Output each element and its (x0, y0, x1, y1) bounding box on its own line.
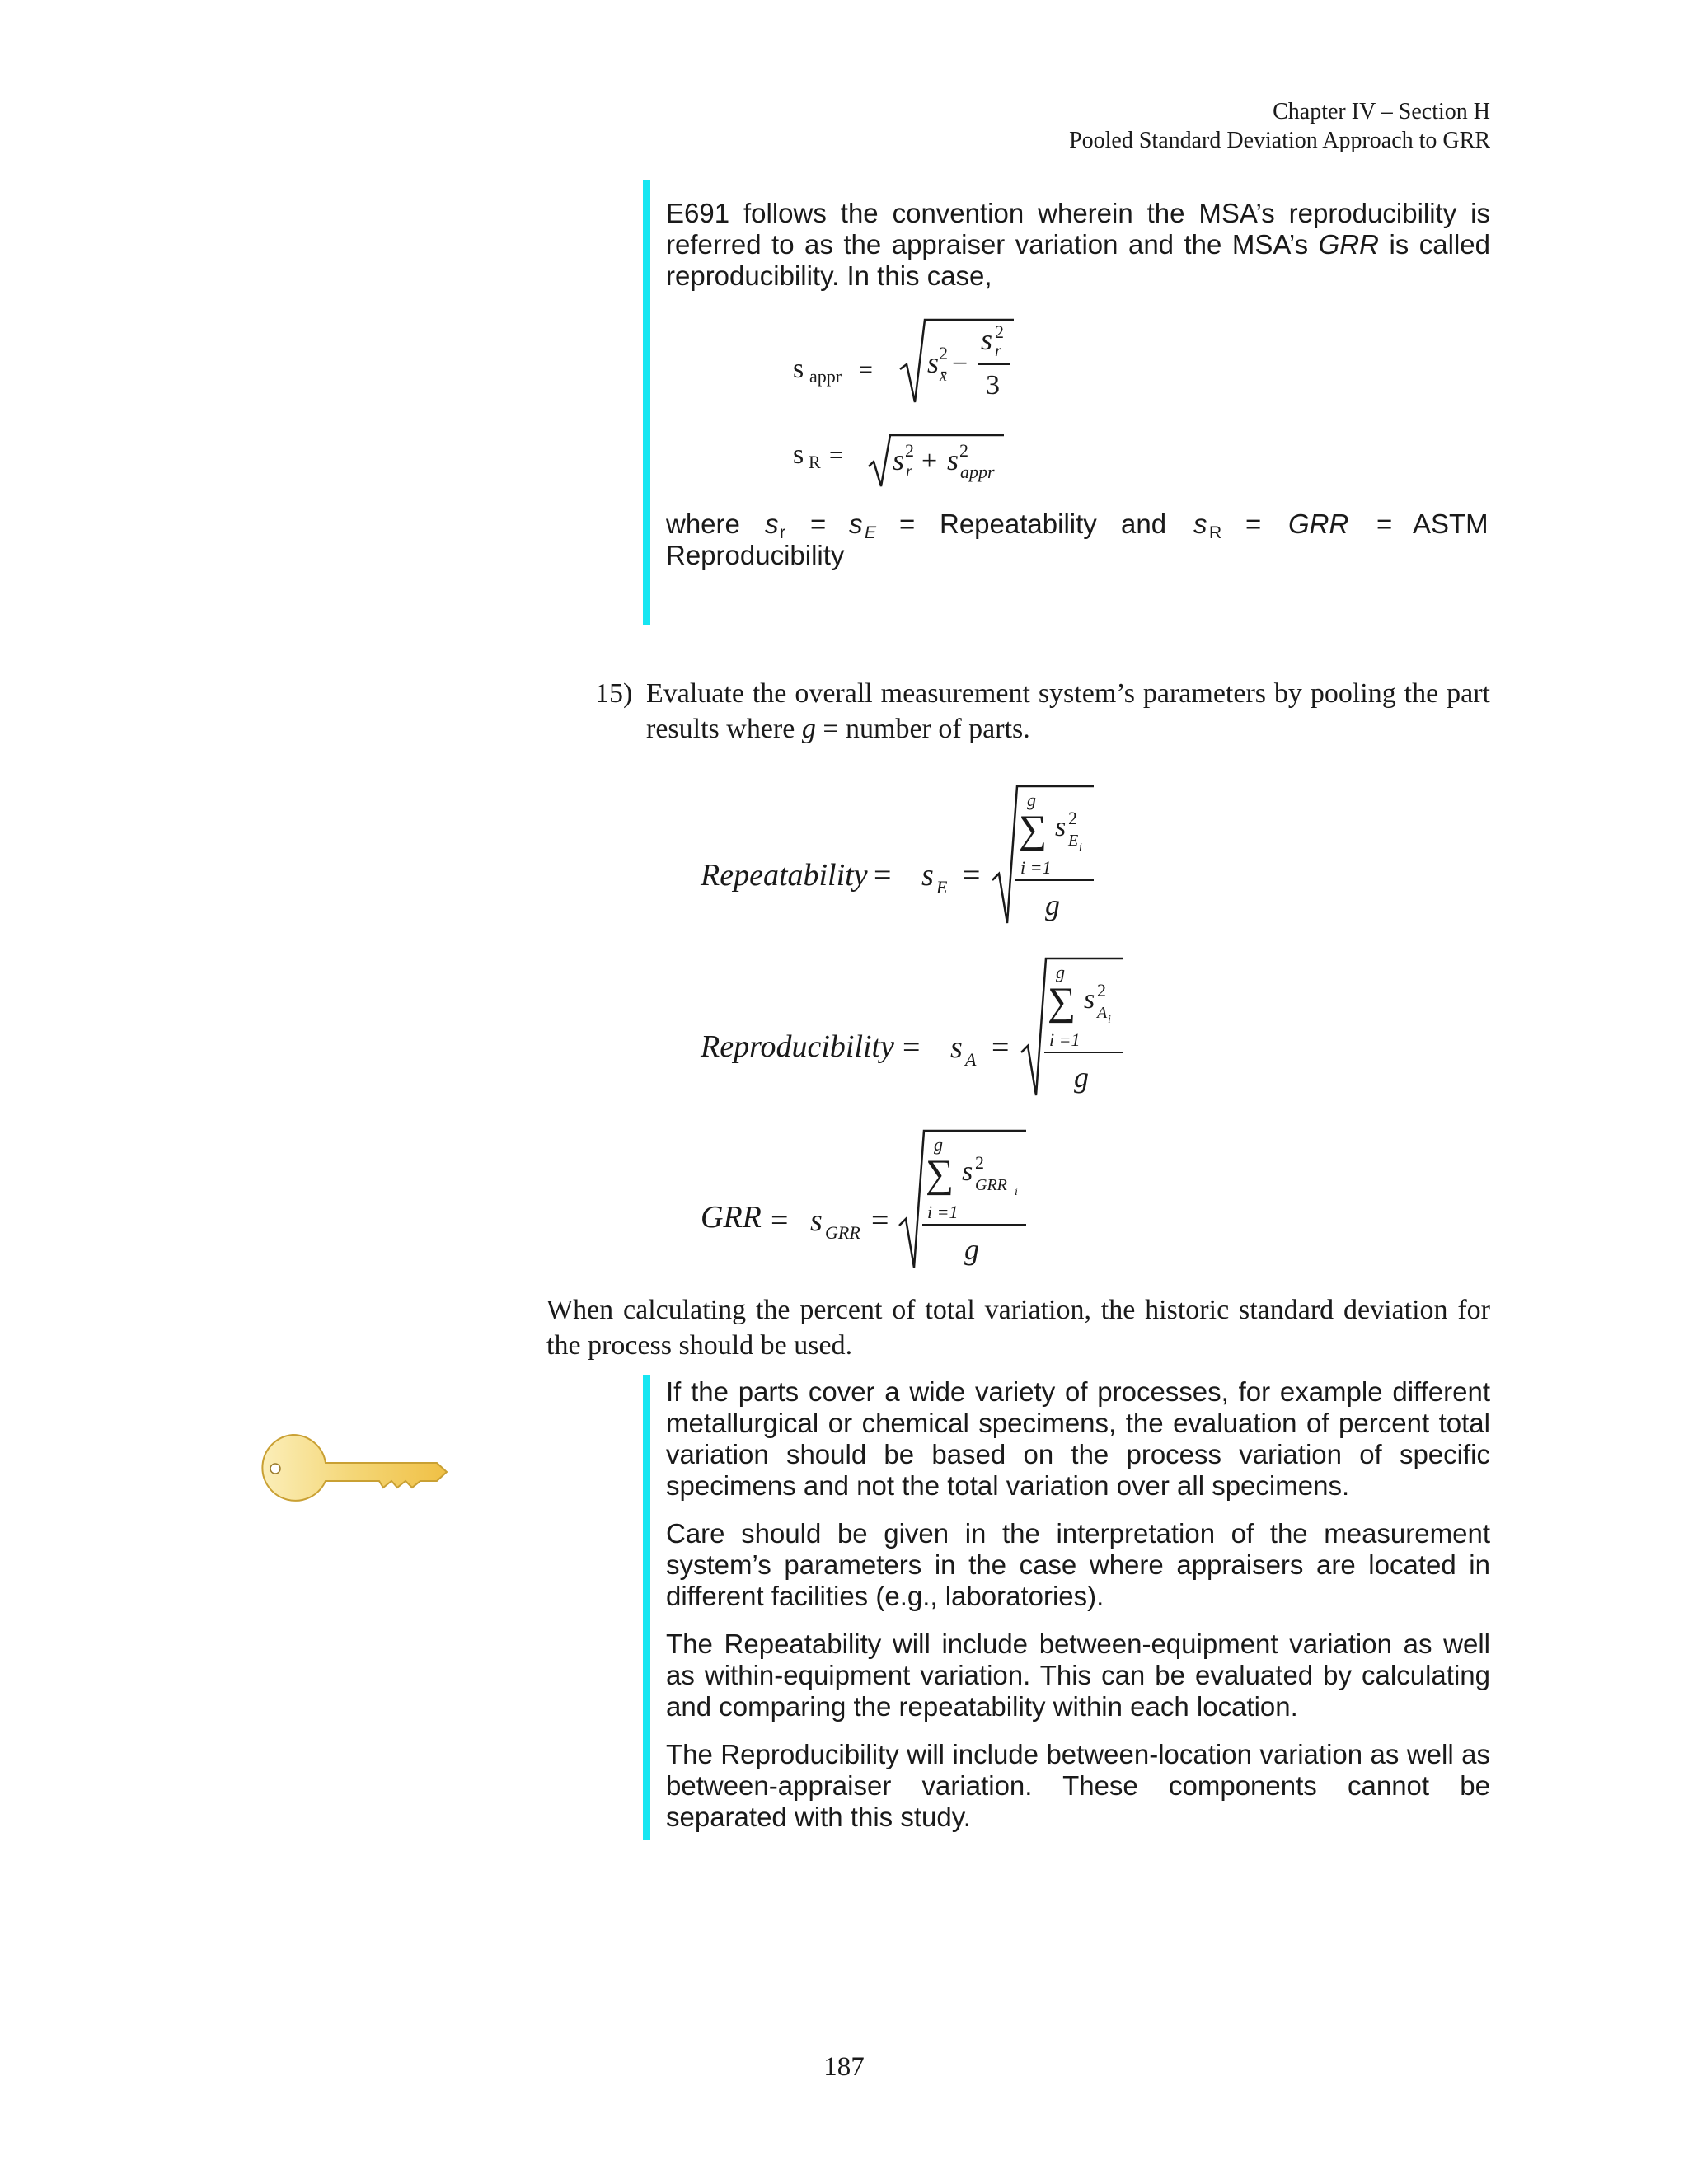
svg-text:s: s (921, 858, 934, 893)
total-variation-paragraph: When calculating the percent of total variation, the historic standard deviation for the process should be used. (546, 1295, 1490, 1361)
key-icon (256, 1430, 453, 1508)
svg-text:i: i (1079, 841, 1082, 854)
svg-text:GRR: GRR (825, 1222, 860, 1243)
svg-text:s: s (927, 346, 940, 379)
svg-text:s: s (947, 443, 959, 476)
svg-text:i =1: i =1 (1049, 1029, 1081, 1050)
svg-text:∑: ∑ (1019, 808, 1048, 851)
e691-paragraph: E691 follows the convention wherein the MSA’s reproducibility is referred to as the appraiser variation and the MSA’s GRR is called reproducibility. In this case, (666, 198, 1490, 291)
sappr-symbol: s (793, 354, 804, 384)
reproducibility-label: Reproducibility (701, 1029, 894, 1064)
svg-text:s: s (793, 439, 804, 470)
sappr-formula (783, 313, 1030, 412)
svg-text:r: r (780, 523, 785, 542)
svg-text:R: R (1209, 523, 1222, 542)
svg-text:=: = (992, 1030, 1010, 1065)
note-paragraph-1: If the parts cover a wide variety of processes, for example different metallurgical or chemical specimens, the evaluation of percent total variation should be based on the process variation of specific specimens and not the total variation over all specimens. (666, 1376, 1490, 1501)
sr-formula (783, 420, 1030, 494)
svg-text:∑: ∑ (926, 1152, 954, 1196)
svg-text:GRR: GRR (975, 1176, 1007, 1194)
svg-text:s: s (810, 1203, 823, 1238)
running-header (1069, 97, 1490, 155)
svg-text:g: g (1056, 962, 1065, 982)
equals-sign: = (859, 356, 873, 383)
svg-text:=: = (771, 1203, 789, 1238)
svg-text:s: s (962, 1156, 973, 1187)
step-text: Evaluate the overall measurement system’s parameters by pooling the part results where g = number of parts. (646, 678, 1490, 744)
svg-text:i =1: i =1 (927, 1202, 959, 1222)
svg-text:2: 2 (1097, 980, 1106, 1001)
svg-text:2: 2 (959, 440, 968, 461)
note-accent-bar (643, 180, 650, 625)
grr-label: GRR (701, 1200, 762, 1235)
svg-text:∑: ∑ (1048, 980, 1076, 1024)
svg-text:=: = (829, 442, 843, 469)
svg-text:GRR: GRR (1288, 509, 1349, 539)
svg-text:s: s (1193, 509, 1207, 539)
svg-text:=: = (874, 858, 892, 893)
svg-text:Repeatability: Repeatability (940, 509, 1097, 539)
svg-text:s: s (950, 1030, 963, 1065)
svg-text:+: + (921, 446, 938, 476)
e691-note (666, 198, 1490, 308)
svg-text:=: = (903, 1030, 921, 1065)
svg-text:g: g (1027, 790, 1036, 810)
svg-text:2: 2 (975, 1152, 984, 1173)
svg-text:r: r (906, 462, 912, 480)
svg-text:2: 2 (995, 321, 1004, 342)
svg-text:x̄: x̄ (940, 367, 947, 385)
svg-text:R: R (809, 452, 821, 472)
svg-text:2: 2 (1068, 808, 1077, 828)
svg-text:where: where (666, 509, 740, 539)
step-number: 15) (595, 678, 633, 709)
svg-text:A: A (1097, 1004, 1108, 1022)
note-paragraph-4: The Reproducibility will include between-location variation as well as between-appraiser variation. These components cannot be separated with this study. (666, 1739, 1490, 1832)
svg-text:E: E (936, 877, 948, 898)
chapter-title: Chapter IV – Section H (1273, 99, 1490, 124)
svg-text:E: E (1068, 832, 1079, 850)
svg-text:A: A (965, 1049, 977, 1070)
svg-text:=: = (963, 858, 981, 893)
where-definition (666, 507, 1490, 581)
svg-text:=: = (1376, 509, 1393, 539)
svg-text:i =1: i =1 (1020, 857, 1052, 878)
svg-text:i: i (1108, 1014, 1111, 1026)
svg-text:ASTM: ASTM (1413, 509, 1489, 539)
svg-text:−: − (952, 349, 968, 379)
note-paragraph-2: Care should be given in the interpretation of the measurement system’s parameters in the case where appraisers are located in different facilities (e.g., laboratories). (666, 1518, 1490, 1611)
svg-text:2: 2 (905, 440, 914, 461)
svg-text:g: g (1045, 888, 1060, 921)
svg-text:s: s (893, 443, 905, 476)
denominator-three: 3 (986, 370, 1000, 401)
svg-text:s: s (849, 509, 863, 539)
svg-text:g: g (964, 1233, 979, 1266)
svg-text:=: = (899, 509, 916, 539)
svg-text:s: s (765, 509, 779, 539)
repeatability-label: Repeatability (701, 858, 868, 893)
svg-text:Reproducibility: Reproducibility (666, 540, 845, 570)
page-number: 187 (823, 2052, 865, 2082)
svg-text:appr: appr (960, 462, 995, 482)
svg-text:=: = (1245, 509, 1262, 539)
svg-text:=: = (871, 1203, 889, 1238)
note-paragraph-3: The Repeatability will include between-equipment variation as well as within-equipment variation. This can be evaluated by calculating and comparing the repeatability within each location. (666, 1629, 1490, 1722)
reproducibility-formula (894, 952, 1142, 1100)
svg-text:s: s (981, 323, 993, 356)
step-15 (595, 676, 1490, 747)
specimen-note (666, 1376, 1490, 1849)
sappr-subscript: appr (809, 366, 842, 387)
svg-text:s: s (1055, 812, 1067, 842)
grr-formula (762, 1121, 1043, 1269)
svg-text:and: and (1121, 509, 1167, 539)
svg-text:r: r (995, 342, 1001, 360)
svg-text:g: g (1074, 1061, 1089, 1094)
section-title: Pooled Standard Deviation Approach to GRR (1069, 128, 1490, 153)
svg-text:g: g (934, 1134, 943, 1155)
svg-text:i: i (1015, 1186, 1018, 1198)
svg-text:E: E (865, 523, 877, 542)
svg-text:2: 2 (939, 343, 948, 363)
repeatability-formula (865, 783, 1113, 931)
note-accent-bar-2 (643, 1375, 650, 1840)
svg-text:s: s (1084, 984, 1095, 1015)
svg-text:=: = (810, 509, 827, 539)
